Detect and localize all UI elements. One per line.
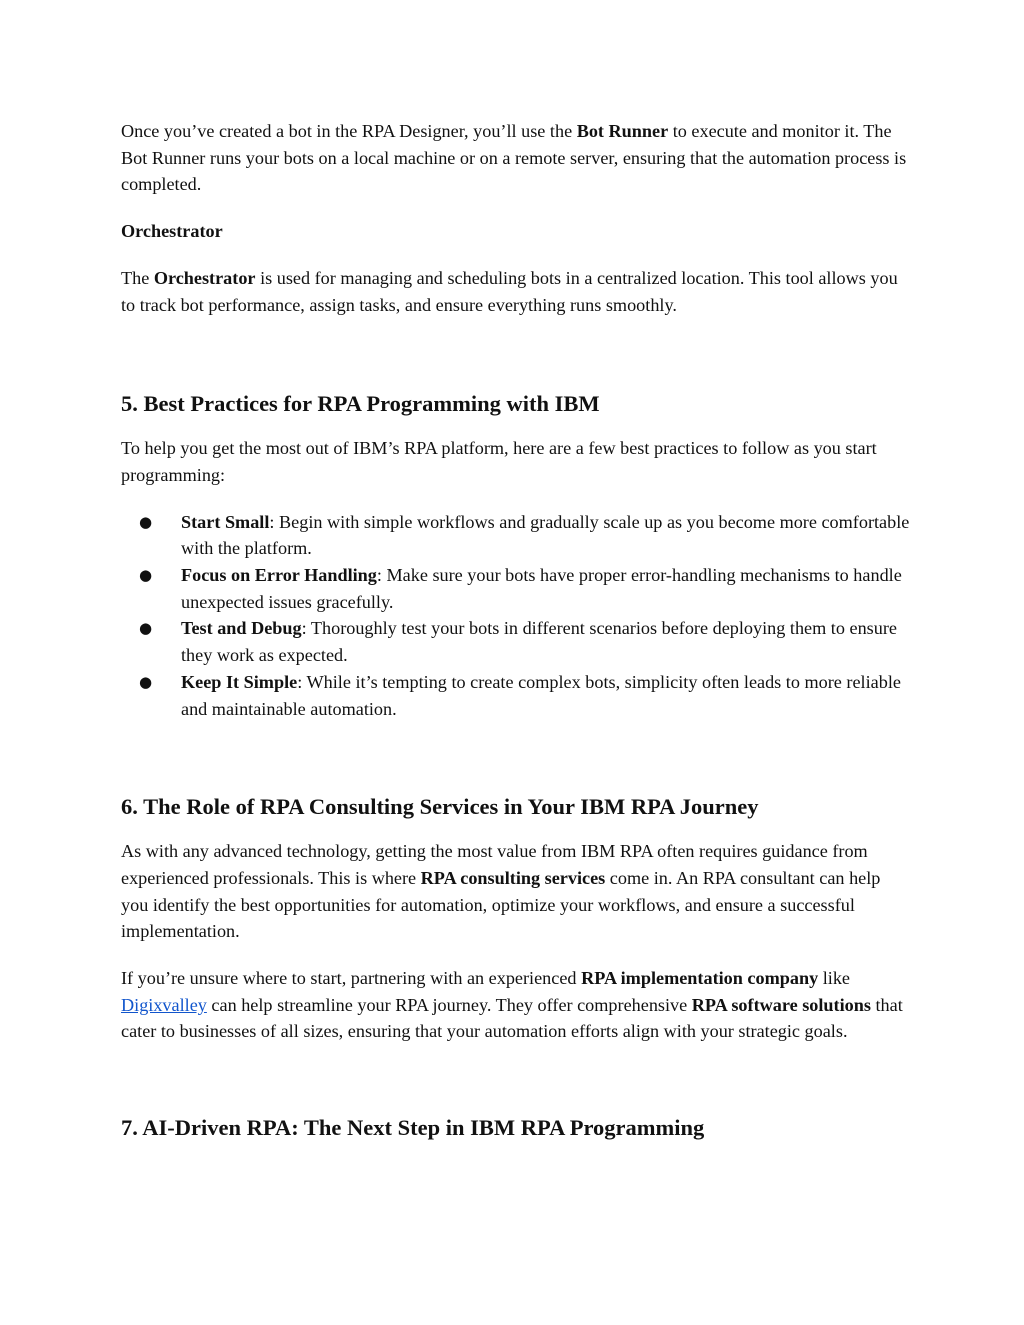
- best-practices-list: [121, 509, 911, 723]
- bot-runner-paragraph: Once you’ve created a bot in the RPA Designer, you’ll use the Bot Runner to execute and monitor it. The Bot Runner runs your bots on a local machine or on a remote server, ensuring that the automation process is completed.: [121, 121, 907, 195]
- section-6-heading: 6. The Role of RPA Consulting Services in Your IBM RPA Journey: [121, 794, 759, 820]
- bot-runner-term: Bot Runner: [576, 121, 669, 141]
- list-item: ● Test and Debug: Thoroughly test your bots in different scenarios before deploying them to ensure they work as expected.: [121, 615, 911, 668]
- section-5-heading: 5. Best Practices for RPA Programming with IBM: [121, 391, 600, 417]
- list-item: ● Focus on Error Handling: Make sure your bots have proper error-handling mechanisms to handle unexpected issues gracefully.: [121, 562, 911, 615]
- bullet-icon: ●: [139, 512, 153, 531]
- orchestrator-term: Orchestrator: [153, 267, 256, 288]
- list-item: ● Start Small: Begin with simple workflows and gradually scale up as you become more comfortable with the platform.: [121, 509, 911, 562]
- orchestrator-subheading: Orchestrator: [121, 221, 223, 242]
- section-5-intro: To help you get the most out of IBM’s RPA platform, here are a few best practices to follow as you start programming:: [121, 438, 877, 485]
- digixvalley-link[interactable]: Digixvalley: [121, 994, 207, 1015]
- section-6-paragraph-1: As with any advanced technology, getting the most value from IBM RPA often requires guidance from experienced professionals. This is where RPA consulting services come in. An RPA consultant can help you identify the best opportunities for automation, optimize your workflows, and ensure a successful implementation.: [121, 841, 881, 942]
- section-7-heading: 7. AI-Driven RPA: The Next Step in IBM RPA Programming: [121, 1115, 705, 1141]
- section-6-paragraph-2: If you’re unsure where to start, partnering with an experienced RPA implementation company like Digixvalley can help streamline your RPA journey. They offer comprehensive RPA software solutions that cater to businesses of all sizes, ensuring that your automation efforts align with your strategic goals.: [121, 968, 903, 1042]
- bullet-icon: ●: [139, 672, 153, 691]
- document-page: [121, 118, 911, 1143]
- orchestrator-paragraph: The Orchestrator is used for managing and scheduling bots in a centralized location. This tool allows you to track bot performance, assign tasks, and ensure everything runs smoothly.: [121, 267, 898, 315]
- list-item: ● Keep It Simple: While it’s tempting to create complex bots, simplicity often leads to more reliable and maintainable automation.: [121, 669, 911, 722]
- bullet-icon: ●: [139, 619, 153, 638]
- bullet-icon: ●: [139, 566, 153, 585]
